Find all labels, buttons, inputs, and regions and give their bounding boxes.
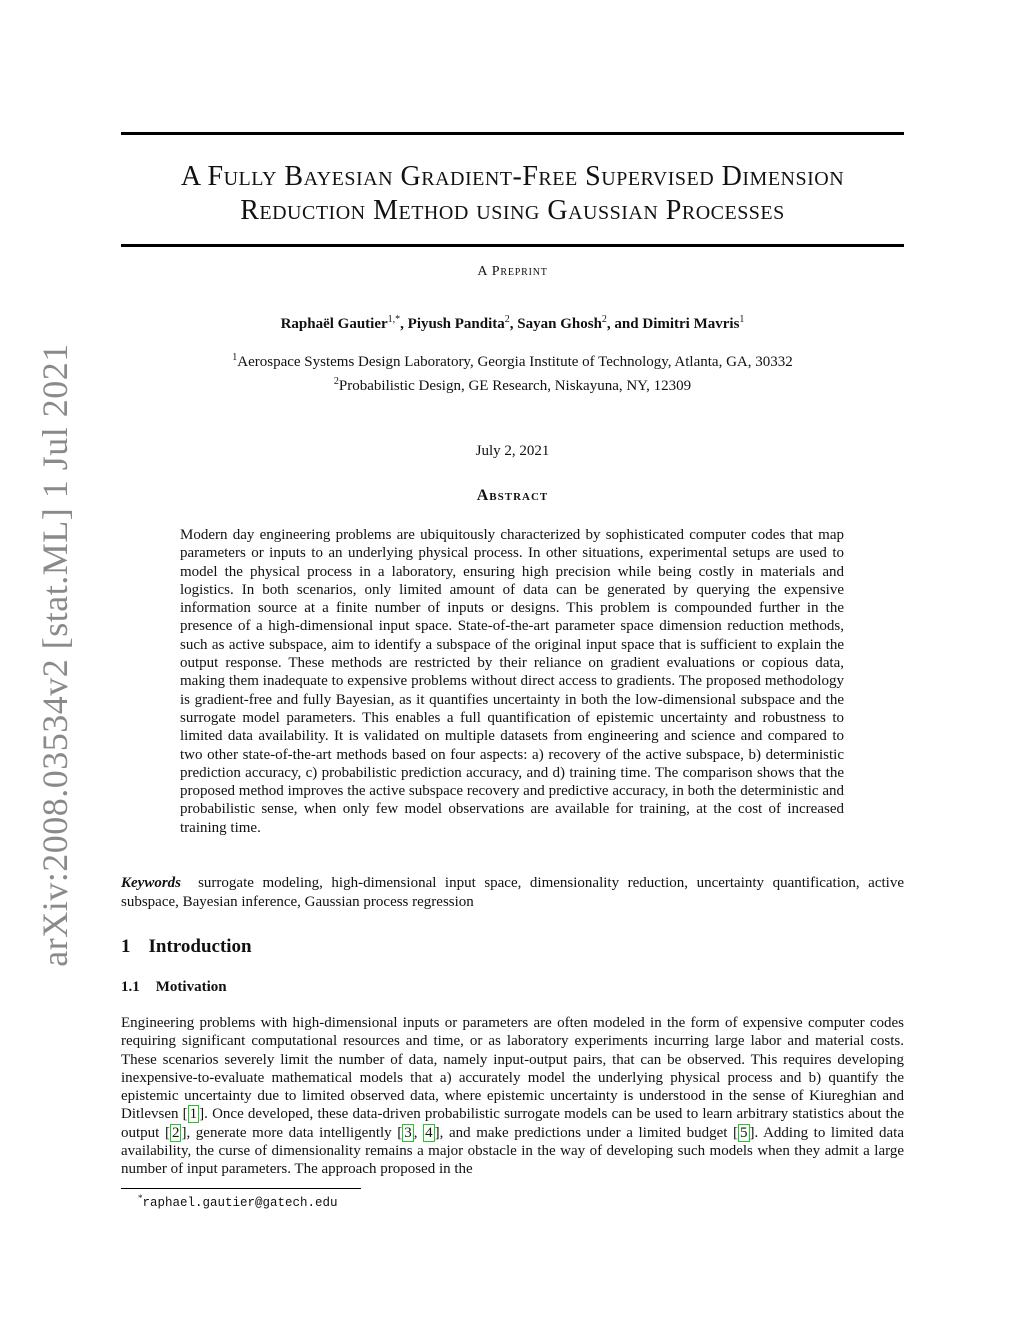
keywords-label: Keywords xyxy=(121,875,181,891)
citation-link[interactable]: 1 xyxy=(189,1106,198,1123)
author-name: and Dimitri Mavris xyxy=(614,316,740,332)
affiliations xyxy=(121,348,904,396)
author-sup: 1,* xyxy=(387,314,401,325)
subsection-heading xyxy=(121,979,227,996)
arxiv-identifier: arXiv:2008.03534v2 [stat.ML] 1 Jul 2021 xyxy=(35,343,75,967)
citation-link[interactable]: 5 xyxy=(740,1124,748,1141)
author-sup: 2 xyxy=(504,314,510,325)
title-top-rule xyxy=(121,132,904,135)
keywords-text: surrogate modeling, high-dimensional input space, dimensionality reduction, uncertainty quantification, active subspace, Bayesian inference, Gaussian process regression xyxy=(121,875,904,910)
author-name: Piyush Pandita xyxy=(407,316,505,332)
affiliation-line: $^1$Aerospace Systems Design Laboratory, Georgia Institute of Technology, Atlanta, GA, 30332 xyxy=(232,352,793,370)
title-bottom-rule xyxy=(121,244,904,247)
subsection-title: Motivation xyxy=(155,979,227,995)
citation-link[interactable]: 4 xyxy=(425,1124,433,1141)
footnote-rule xyxy=(121,1188,361,1189)
author-list: Raphaël Gautier$^{1,*}$, Piyush Pandita$^2$, Sayan Ghosh$^2$, and Dimitri Mavris$^1$ xyxy=(280,314,745,332)
section-number: 1 xyxy=(121,936,131,957)
keywords xyxy=(121,874,904,911)
footnote-mark: * xyxy=(138,1193,143,1203)
affiliation-line: $^2$Probabilistic Design, GE Research, Niskayuna, NY, 12309 xyxy=(333,376,692,394)
section-heading xyxy=(121,936,252,958)
paper-date: July 2, 2021 xyxy=(475,443,550,459)
author-name: Sayan Ghosh xyxy=(517,316,602,332)
title-line-1: A Fully Bayesian Gradient-Free Supervised Dimension xyxy=(180,161,845,192)
author-sup: 1 xyxy=(739,314,745,325)
paper-title xyxy=(121,160,904,228)
subsection-number: 1.1 xyxy=(121,979,140,995)
citation-link[interactable]: 2 xyxy=(171,1124,180,1141)
abstract-heading: Abstract xyxy=(476,487,549,504)
abstract-body: Modern day engineering problems are ubiquitously characterized by sophisticated computer codes that map parameters or inputs to an underlying physical process. In other situations, experimental setups are used to model the physical process in a laboratory, ensuring high precision while being costly in materials and logistics. In both scenarios, only limited amount of data can be generated by querying the expensive information source at a finite number of inputs or designs. This problem is compounded further in the presence of a high-dimensional input space. State-of-the-art parameter space dimension reduction methods, such as active subspace, aim to identify a subspace of the original input space that is sufficient to explain the output response. These methods are restricted by their reliance on gradient evaluations or copious data, making them inadequate to expensive problems without direct access to gradients. The proposed methodology is gradient-free and fully Bayesian, as it quantifies uncertainty in both the low-dimensional subspace and the surrogate model parameters. This enables a full quantification of epistemic uncertainty and robustness to limited data availability. It is validated on multiple datasets from engineering and science and compared to two other state-of-the-art methods based on four aspects: a) recovery of the active subspace, b) deterministic prediction accuracy, c) probabilistic prediction accuracy, and d) training time. The comparison shows that the proposed method improves the active subspace recovery and predictive accuracy, in both the deterministic and probabilistic sense, when only few model observations are available for training, at the cost of increased training time. xyxy=(180,527,844,836)
intro-paragraph: Engineering problems with high-dimensional inputs or parameters are often modeled in the form of expensive computer codes requiring significant computational resources and time, or as laboratory experiments incurring large labor and material costs. These scenarios severely limit the number of data, namely input-output pairs, that can be observed. This requires developing inexpensive-to-evaluate mathematical models that a) accurately model the underlying physical process and b) quantify the epistemic uncertainty due to limited observed data, where epistemic uncertainty is understood in the sense of Kiureghian and Ditlevsen [ 1 ]. Once developed, these data-driven probabilistic surrogate models can be used to learn arbitrary statistics about the output [ 2 ], generate more data intelligently [ 3 , 4 ], and make predictions under a limited budget [ 5 ]. Adding to limited data availability, the curse of dimensionality remains a major obstacle in the way of developing such models when they admit a large number of input parameters. The approach proposed in the xyxy=(121,1015,904,1178)
preprint-label: A Preprint xyxy=(477,264,548,279)
author-sup: 2 xyxy=(601,314,607,325)
author-name: Raphaël Gautier xyxy=(280,316,388,332)
footnote xyxy=(138,1193,338,1210)
section-title: Introduction xyxy=(148,936,252,957)
footnote-email[interactable]: raphael.gautier@gatech.edu xyxy=(142,1196,338,1211)
title-line-2: Reduction Method using Gaussian Processes xyxy=(240,195,785,226)
citation-link[interactable]: 3 xyxy=(404,1124,412,1141)
